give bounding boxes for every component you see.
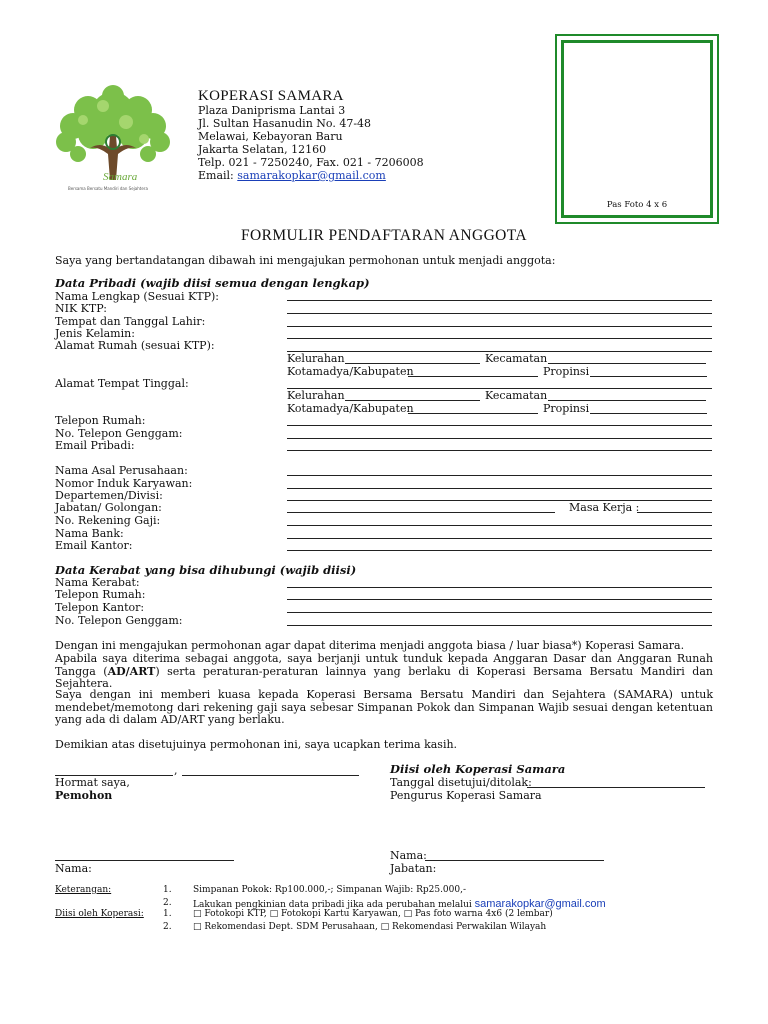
address-line-4: Jakarta Selatan, 12160	[198, 143, 327, 156]
label-kerabat-telepon-kantor: Telepon Kantor:	[55, 601, 145, 614]
label-email-kantor: Email Kantor:	[55, 539, 133, 552]
field-koperasi-nama[interactable]	[425, 860, 604, 861]
note-simpanan: Simpanan Pokok: Rp100.000,-; Simpanan Wajib: Rp25.000,-	[193, 885, 467, 895]
note-email-link[interactable]: samarakopkar@gmail.com	[474, 898, 606, 910]
koperasi-jabatan-label: Jabatan:	[390, 862, 437, 875]
photo-frame	[561, 40, 713, 218]
label-ttl: Tempat dan Tanggal Lahir:	[55, 315, 206, 328]
diisi-koperasi-label: Diisi oleh Koperasi:	[55, 909, 144, 919]
statement-p2-c: ) serta peraturan-peraturan lainnya yang berlaku di Koperasi Bersama Bersatu Mandiri dan Sejahtera.	[55, 664, 713, 691]
field-departemen[interactable]	[287, 500, 712, 501]
note-number-1: 1.	[163, 885, 172, 895]
field-nama-lengkap[interactable]	[287, 300, 712, 301]
form-title: FORMULIR PENDAFTARAN ANGGOTA	[240, 227, 527, 244]
field-nik-ktp[interactable]	[287, 313, 712, 314]
label-propinsi-2: Propinsi	[543, 402, 590, 415]
field-kerabat-telepon-kantor[interactable]	[287, 612, 712, 613]
label-telepon-rumah: Telepon Rumah:	[55, 414, 146, 427]
statement-paragraph-1: Dengan ini mengajukan permohonan agar dapat diterima menjadi anggota biasa / luar biasa*) Koperasi Samara.	[55, 639, 685, 652]
label-kecamatan-1: Kecamatan	[485, 352, 548, 365]
koperasi-samara-logo	[48, 84, 178, 196]
field-kota-1[interactable]	[408, 376, 538, 377]
field-propinsi-1[interactable]	[590, 376, 707, 377]
label-email-pribadi: Email Pribadi:	[55, 439, 135, 452]
label-masa-kerja: Masa Kerja :	[569, 501, 640, 514]
pengurus-label: Pengurus Koperasi Samara	[390, 789, 542, 802]
photo-box	[555, 34, 719, 224]
email-link[interactable]: samarakopkar@gmail.com	[237, 169, 386, 182]
hormat-saya: Hormat saya,	[55, 776, 130, 789]
phone-fax-line: Telp. 021 - 7250240, Fax. 021 - 7206008	[198, 156, 424, 169]
field-tanggal-disetujui[interactable]	[527, 787, 705, 788]
pemohon-label: Pemohon	[55, 789, 113, 802]
field-telepon-rumah[interactable]	[287, 425, 712, 426]
field-jabatan[interactable]	[287, 512, 555, 513]
field-kerabat-telepon-genggam[interactable]	[287, 625, 712, 626]
personal-data-heading: Data Pribadi (wajib diisi semua dengan lengkap)	[55, 276, 370, 290]
label-rekening-gaji: No. Rekening Gaji:	[55, 514, 161, 527]
koperasi-nama-label: Nama:	[390, 849, 427, 862]
address-line-2: Jl. Sultan Hasanudin No. 47-48	[198, 117, 372, 130]
note-number-2: 2.	[163, 898, 172, 908]
logo-tagline: Bersama Bersatu Mandiri dan Sejahtera	[68, 186, 148, 191]
label-kota-1: Kotamadya/Kabupaten	[287, 365, 414, 378]
field-nama-bank[interactable]	[287, 538, 712, 539]
label-nik-ktp: NIK KTP:	[55, 302, 107, 315]
tanggal-disetujui-label: Tanggal disetujui/ditolak:	[390, 776, 532, 789]
email-label: Email:	[198, 169, 238, 182]
relative-data-heading: Data Kerabat yang bisa dihubungi (wajib diisi)	[55, 563, 357, 577]
label-departemen: Departemen/Divisi:	[55, 489, 163, 502]
label-jabatan: Jabatan/ Golongan:	[55, 501, 162, 514]
field-kerabat-telepon-rumah[interactable]	[287, 599, 712, 600]
label-kelurahan-1: Kelurahan	[287, 352, 345, 365]
label-telepon-genggam: No. Telepon Genggam:	[55, 427, 183, 440]
note-pengkinian-text: Lakukan pengkinian data pribadi jika ada perubahan melalui	[193, 900, 472, 910]
label-kerabat-telepon-genggam: No. Telepon Genggam:	[55, 614, 183, 627]
field-email-pribadi[interactable]	[287, 450, 712, 451]
field-masa-kerja[interactable]	[637, 512, 712, 513]
field-telepon-genggam[interactable]	[287, 438, 712, 439]
statement-p2-adart: AD/ART	[107, 664, 156, 678]
label-alamat-tinggal: Alamat Tempat Tinggal:	[55, 377, 189, 390]
sign-comma: ,	[174, 764, 178, 777]
pemohon-nama-label: Nama:	[55, 862, 92, 875]
statement-paragraph-3: Saya dengan ini memberi kuasa kepada Koperasi Bersama Bersatu Mandiri dan Sejahtera (SAMARA) untuk mendebet/memotong dari rekening gaji saya sebesar Simpanan Pokok dan Simpanan Wajib sesuai dengan ketentuan yang ada di dalam AD/ART yang berlaku.	[55, 688, 713, 727]
logo-wordmark: Samara	[103, 171, 138, 183]
field-ttl[interactable]	[287, 326, 712, 327]
field-rekening-gaji[interactable]	[287, 525, 712, 526]
label-kelurahan-2: Kelurahan	[287, 389, 345, 402]
keterangan-label: Keterangan:	[55, 885, 112, 895]
label-jenis-kelamin: Jenis Kelamin:	[55, 327, 135, 340]
statement-paragraph-2	[55, 653, 713, 691]
doc-checklist-1: □ Fotokopi KTP, □ Fotokopi Kartu Karyawan, □ Pas foto warna 4x6 (2 lembar)	[193, 909, 553, 919]
label-nama-kerabat: Nama Kerabat:	[55, 576, 140, 589]
field-kecamatan-1[interactable]	[548, 363, 706, 364]
label-nomor-induk: Nomor Induk Karyawan:	[55, 477, 193, 490]
label-nama-bank: Nama Bank:	[55, 527, 124, 540]
org-name: KOPERASI SAMARA	[198, 88, 344, 104]
field-propinsi-2[interactable]	[590, 413, 707, 414]
doc-number-1: 1.	[163, 909, 172, 919]
field-kelurahan-1[interactable]	[345, 363, 480, 364]
field-pemohon-signature[interactable]	[55, 860, 234, 861]
email-line	[198, 169, 386, 182]
field-nama-kerabat[interactable]	[287, 587, 712, 588]
address-line-3: Melawai, Kebayoran Baru	[198, 130, 343, 143]
doc-checklist-2: □ Rekomendasi Dept. SDM Perusahaan, □ Rekomendasi Perwakilan Wilayah	[193, 922, 547, 932]
statement-paragraph-4: Demikian atas disetujuinya permohonan ini, saya ucapkan terima kasih.	[55, 738, 458, 751]
field-asal-perusahaan[interactable]	[287, 475, 712, 476]
field-kelurahan-2[interactable]	[345, 400, 480, 401]
field-sign-date[interactable]	[182, 775, 359, 776]
address-line-1: Plaza Daniprisma Lantai 3	[198, 104, 346, 117]
tree-logo-icon	[48, 84, 178, 196]
field-kecamatan-2[interactable]	[548, 400, 706, 401]
field-email-kantor[interactable]	[287, 550, 712, 551]
label-kecamatan-2: Kecamatan	[485, 389, 548, 402]
label-kerabat-telepon-rumah: Telepon Rumah:	[55, 588, 146, 601]
label-kota-2: Kotamadya/Kabupaten	[287, 402, 414, 415]
intro-text: Saya yang bertandatangan dibawah ini mengajukan permohonan untuk menjadi anggota:	[55, 254, 556, 267]
label-asal-perusahaan: Nama Asal Perusahaan:	[55, 464, 188, 477]
label-propinsi-1: Propinsi	[543, 365, 590, 378]
label-nama-lengkap: Nama Lengkap (Sesuai KTP):	[55, 290, 219, 303]
doc-number-2: 2.	[163, 922, 172, 932]
koperasi-heading: Diisi oleh Koperasi Samara	[390, 762, 566, 776]
label-alamat-rumah: Alamat Rumah (sesuai KTP):	[55, 339, 215, 352]
photo-label: Pas Foto 4 x 6	[606, 200, 668, 210]
field-jenis-kelamin[interactable]	[287, 338, 712, 339]
statement-p2-a: Apabila saya diterima sebagai anggota, saya berjanji untuk tunduk kepada Anggaran Dasar dan Anggaran Runah Tangga (	[55, 652, 713, 678]
field-nomor-induk[interactable]	[287, 488, 712, 489]
field-kota-2[interactable]	[408, 413, 538, 414]
